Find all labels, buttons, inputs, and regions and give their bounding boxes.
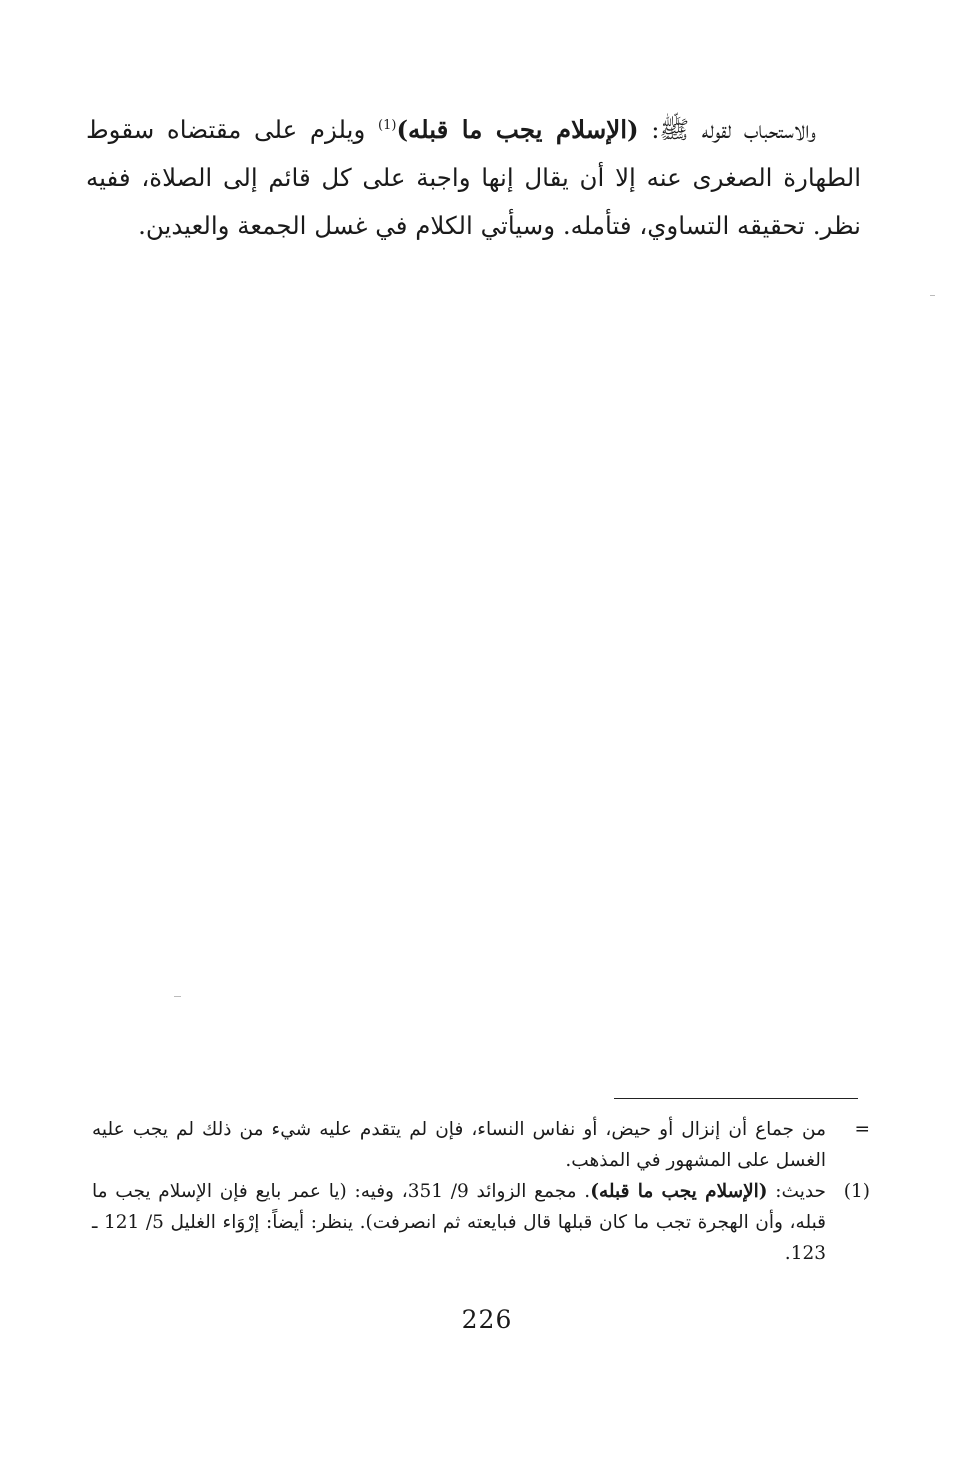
paragraph-1-intro: والاستحباب لقوله ﷺ: <box>638 115 816 144</box>
footnote-ref-1[interactable]: (1) <box>378 117 397 133</box>
footnote-text: من جماع أن إنزال أو حيض، أو نفاس النساء، فإن لم يتقدم عليه شيء من ذلك لم يجب عليه الغسل على المشهور في المذهب. <box>92 1119 826 1171</box>
paragraph-1 <box>86 106 861 250</box>
footnote-1-body: . مجمع الزوائد 9/ 351، وفيه: (يا عمر بايع فإن الإسلام يجب ما قبله، وأن الهجرة تجب ما كان قبلها قال فبايعته ثم انصرفت). ينظر: أيضاً: إرْوَاء الغليل 5/ 121 ـ 123. <box>92 1181 826 1264</box>
footnote-marker: = <box>854 1119 870 1140</box>
footnote-1 <box>92 1176 874 1269</box>
footnotes <box>92 1114 874 1269</box>
footnote-1-intro: حديث: <box>767 1181 826 1202</box>
footnote-hadith-quote: (الإسلام يجب ما قبله) <box>590 1181 768 1202</box>
page-number: 226 <box>461 1305 513 1334</box>
footnote-text <box>92 1176 826 1269</box>
main-text <box>86 106 861 250</box>
footnote-continuation <box>92 1114 874 1176</box>
scan-speck <box>174 996 181 997</box>
footnote-separator <box>614 1098 858 1099</box>
scan-speck <box>930 295 935 296</box>
paragraph-1-body: ويلزم على مقتضاه سقوط الطهارة الصغرى عنه إلا أن يقال إنها واجبة على كل قائم إلى الصلاة، ففيه نظر. تحقيقه التساوي، فتأمله. وسيأتي الكلام في غسل الجمعة والعيدين. <box>86 115 861 240</box>
hadith-quote: (الإسلام يجب ما قبله) <box>396 115 639 144</box>
footnote-marker: (1) <box>843 1181 870 1202</box>
